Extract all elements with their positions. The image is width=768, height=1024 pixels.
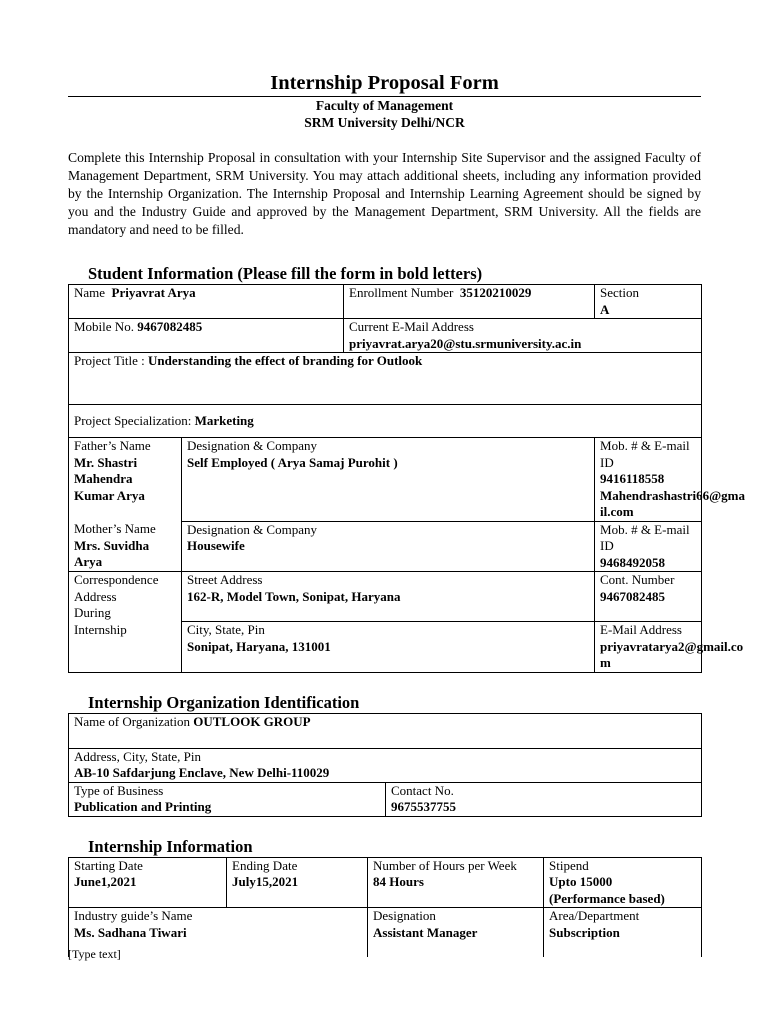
father-designation-cell: Designation & Company Self Employed ( Arya Samaj Purohit ) bbox=[182, 438, 595, 522]
footer-placeholder: [Type text] bbox=[68, 947, 121, 961]
mother-mobile: 9468492058 bbox=[600, 554, 666, 570]
mobile-number: 9467082485 bbox=[137, 319, 203, 334]
org-contact-cell: Contact No. 9675537755 bbox=[386, 782, 702, 816]
internship-info-heading: Internship Information bbox=[88, 836, 253, 856]
student-info-heading: Student Information (Please fill the form in bold letters) bbox=[88, 264, 483, 283]
street-address: 162-R, Model Town, Sonipat, Haryana bbox=[187, 588, 401, 604]
guide-name: Ms. Sadhana Tiwari bbox=[74, 924, 187, 940]
correspondence-label-cell: Correspondence Address During Internship bbox=[69, 572, 182, 673]
project-title: Understanding the effect of branding for Outlook bbox=[148, 353, 423, 368]
email-address: priyavrat.arya20@stu.srmuniversity.ac.in bbox=[349, 335, 582, 351]
father-name-cell: Father’s Name Mr. Shastri Mahendra Kumar Arya bbox=[69, 438, 182, 522]
enrollment-number: 35120210029 bbox=[459, 285, 532, 300]
contact-number-cell: Cont. Number 9467082485 bbox=[595, 572, 702, 622]
section-cell: Section A bbox=[595, 285, 702, 319]
form-title: Internship Proposal Form bbox=[68, 71, 701, 97]
end-date-cell: Ending Date July15,2021 bbox=[227, 857, 368, 908]
guide-designation: Assistant Manager bbox=[373, 924, 478, 940]
email2-cell: E-Mail Address priyavratarya2@gmail.co m bbox=[595, 622, 702, 673]
mother-name-cell: Mother’s Name Mrs. Suvidha Arya bbox=[69, 521, 182, 572]
org-info-table bbox=[68, 713, 702, 817]
faculty-name: Faculty of Management bbox=[315, 98, 454, 113]
mother-contact-cell: Mob. # & E-mail ID 9468492058 bbox=[595, 521, 702, 572]
area-cell: Area/Department Subscription bbox=[544, 908, 702, 957]
intro-paragraph: Complete this Internship Proposal in consultation with your Internship Site Supervisor and the assigned Faculty of Management Department, SRM University. You may attach additional sheets, including any information provided by the Internship Organization. The Internship Proposal and Internship Learning Agreement should be signed by you and the Industry Guide and approved by the Management Department, SRM University. All the fields are mandatory and need to be filled. bbox=[68, 150, 701, 237]
end-date: July15,2021 bbox=[232, 874, 299, 889]
org-address: AB-10 Safdarjung Enclave, New Delhi-110029 bbox=[74, 765, 330, 780]
hours-cell: Number of Hours per Week 84 Hours bbox=[368, 857, 544, 908]
mother-designation: Housewife bbox=[187, 538, 245, 553]
internship-info-table bbox=[68, 857, 702, 957]
father-contact-cell: Mob. # & E-mail ID 9416118558 Mahendrashastri66@gma il.com bbox=[595, 438, 702, 522]
business-type-cell: Type of Business Publication and Printing bbox=[69, 782, 386, 816]
section-value: A bbox=[600, 301, 610, 317]
student-name: Priyavrat Arya bbox=[111, 285, 196, 300]
email-cell: Current E-Mail Address priyavrat.arya20@stu.srmuniversity.ac.in bbox=[344, 319, 702, 353]
stipend-cell: Stipend Upto 15000 (Performance based) bbox=[544, 857, 702, 908]
city-state-pin: Sonipat, Haryana, 131001 bbox=[187, 638, 331, 654]
mother-designation-cell: Designation & Company Housewife bbox=[182, 521, 595, 572]
mobile-cell: Mobile No. 9467082485 bbox=[69, 319, 344, 353]
university-name: SRM University Delhi/NCR bbox=[304, 115, 465, 130]
city-cell: City, State, Pin Sonipat, Haryana, 131001 bbox=[182, 622, 595, 673]
hours-per-week: 84 Hours bbox=[373, 874, 424, 889]
street-address-cell: Street Address 162-R, Model Town, Sonipat, Haryana bbox=[182, 572, 595, 622]
designation-cell: Designation Assistant Manager bbox=[368, 908, 544, 957]
form-page bbox=[68, 0, 745, 957]
father-mobile: 9416118558 bbox=[600, 471, 665, 486]
org-name: OUTLOOK GROUP bbox=[193, 713, 311, 729]
enrollment-cell: Enrollment Number 35120210029 bbox=[344, 285, 595, 319]
start-date: June1,2021 bbox=[74, 874, 137, 889]
student-info-table bbox=[68, 284, 745, 673]
stipend-amount: Upto 15000 bbox=[549, 874, 613, 889]
father-designation: Self Employed ( Arya Samaj Purohit ) bbox=[187, 454, 398, 470]
contact-number: 9467082485 bbox=[600, 588, 666, 604]
business-type: Publication and Printing bbox=[74, 799, 212, 814]
guide-name-cell: Industry guide’s Name Ms. Sadhana Tiwari bbox=[69, 908, 368, 957]
student-name-cell: Name Priyavrat Arya bbox=[69, 285, 344, 319]
org-address-cell: Address, City, State, Pin AB-10 Safdarjung Enclave, New Delhi-110029 bbox=[69, 748, 702, 782]
project-title-cell: Project Title : Understanding the effect of branding for Outlook bbox=[69, 353, 702, 405]
start-date-cell: Starting Date June1,2021 bbox=[69, 857, 227, 908]
org-name-cell: Name of Organization OUTLOOK GROUP bbox=[69, 713, 702, 748]
project-specialization: Marketing bbox=[194, 412, 254, 428]
project-spec-cell: Project Specialization: Marketing bbox=[69, 405, 702, 438]
org-info-heading: Internship Organization Identification bbox=[88, 692, 360, 712]
area-department: Subscription bbox=[549, 924, 620, 940]
org-contact: 9675537755 bbox=[391, 799, 456, 814]
